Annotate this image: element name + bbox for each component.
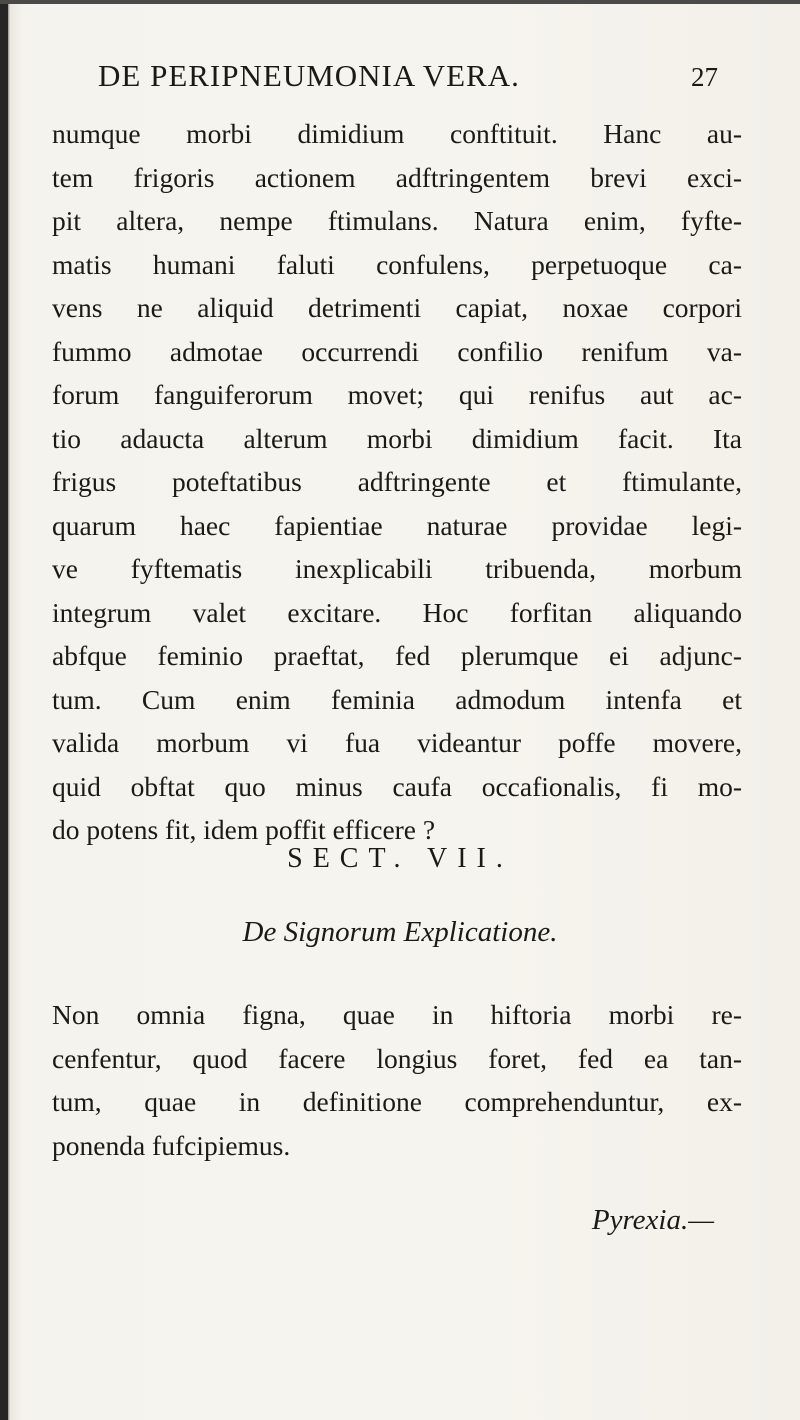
text-line: forum fanguiferorum movet; qui renifus aut ac- [52, 379, 742, 410]
text-line: ve fyftematis inexplicabili tribuenda, morbum [52, 553, 742, 584]
text-line: do potens fit, idem poffit efficere ? [52, 814, 436, 845]
text-line: matis humani faluti confulens, perpetuoque ca- [52, 248, 742, 280]
catchword: Pyrexia.— [591, 1204, 714, 1236]
text-line: abfque feminio praeftat, fed plerumque ei adjunc- [52, 640, 742, 671]
paragraph-2 [52, 993, 742, 1167]
text-line: cenfentur, quod facere longius foret, fed ea tan- [52, 1042, 742, 1074]
page-top-edge [0, 0, 800, 4]
text-line: numque morbi dimidium conftituit. Hanc au- [52, 118, 742, 149]
binding-edge [0, 0, 8, 1420]
section-heading: SECT. VII. [287, 843, 513, 874]
text-line: tum. Cum enim feminia admodum intenfa et [52, 683, 742, 715]
section-subheading: De Signorum Explicatione. [242, 916, 558, 948]
text-line: integrum valet excitare. Hoc forfitan aliquando [52, 596, 742, 628]
text-line: tio adaucta alterum morbi dimidium facit. Ita [52, 422, 742, 454]
text-line: vens ne aliquid detrimenti capiat, noxae corpori [52, 292, 742, 323]
text-line: quid obftat quo minus caufa occafionalis, fi mo- [52, 770, 742, 802]
running-title: DE PERIPNEUMONIA VERA. [98, 58, 520, 93]
text-line: quarum haec fapientiae naturae providae legi- [52, 509, 742, 541]
page-number: 27 [691, 62, 718, 92]
text-line: pit altera, nempe ftimulans. Natura enim, fyfte- [52, 205, 742, 236]
text-line: frigus poteftatibus adftringente et ftimulante, [52, 466, 742, 497]
text-line: fummo admotae occurrendi confilio renifum va- [52, 335, 742, 367]
running-header [98, 58, 718, 108]
text-line: tem frigoris actionem adftringentem brevi exci- [52, 161, 742, 193]
text-line: tum, quae in definitione comprehenduntur, ex- [52, 1086, 742, 1117]
text-line: valida morbum vi fua videantur poffe movere, [52, 727, 742, 758]
paragraph-1 [52, 112, 742, 852]
text-line: ponenda fufcipiemus. [52, 1129, 291, 1161]
text-line: Non omnia figna, quae in hiftoria morbi re- [52, 999, 742, 1030]
